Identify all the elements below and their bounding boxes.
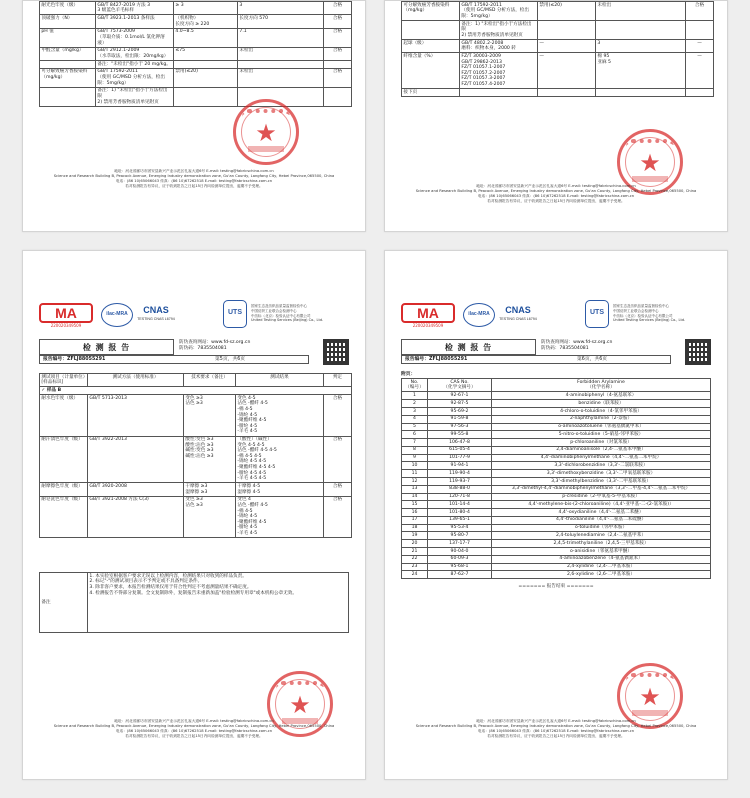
report-header — [401, 339, 711, 369]
cell-item — [40, 61, 96, 69]
cell-arylamine: 4,4'-diaminobiphenylmethane（4,4'-二氨基二苯甲烷） — [492, 454, 711, 462]
col-header-cas: CAS No. （化学文摘号） — [428, 379, 492, 392]
table-row — [402, 563, 711, 571]
table-row — [402, 524, 711, 532]
cell-item: 顶破强力（N） — [40, 15, 96, 28]
cell-no: 1 — [402, 392, 428, 400]
inspection-seal: ★ — [617, 129, 683, 195]
table-row — [402, 454, 711, 462]
cell-arylamine: 3,3'-dimethylbenzidine（3,3'-二甲基联苯胺） — [492, 477, 711, 485]
table-row — [402, 20, 714, 39]
cell-method: GB/T 2912.1-2009 （水萃取法，检出限：20mg/kg） — [96, 47, 174, 60]
cell-result: 变色 4 沾色 -醋纤 4-5 -棉 4-5 -锦纶 4-5 -聚酯纤维 4-5 -腈纶 4-5 -羊毛 4-5 — [236, 496, 324, 537]
table-row — [402, 493, 711, 501]
cell-item: 耐汗渍色牢度（级） — [40, 436, 88, 483]
cell-verdict: 合格 — [324, 395, 352, 436]
table-row — [40, 61, 352, 69]
cell-requirement — [174, 87, 238, 106]
cell-item: 耐摩擦色牢度（级） — [40, 483, 88, 496]
col-header-method: 测试方法（使用标准） — [88, 374, 184, 387]
footer-line: 若对检测报告有异议，应于收到报告之日起15日内向检测单位提出，逾期不予受理。 — [487, 199, 625, 203]
report-page-5 — [22, 250, 366, 780]
page-indicator: 第5页，共6页 — [215, 357, 246, 362]
table-row — [40, 15, 352, 28]
table-row — [402, 53, 714, 89]
verify-website[interactable]: www.fd-sz.org.cn — [211, 340, 251, 345]
page-indicator: 第6页，共6页 — [577, 357, 608, 362]
cell-requirement: 禁用(≤20) — [174, 68, 238, 87]
cell-item: pH 值 — [40, 28, 96, 47]
col-header-result: 测试结果 — [236, 374, 324, 387]
report-number-bar: 报告编号：ZFLJ88055291 第5页，共6页 — [39, 355, 309, 364]
report-page-6 — [384, 250, 728, 780]
cell-cas: 95-69-2 — [428, 407, 492, 415]
cnas-logo: CNAS TESTING CNAS L6794 — [499, 305, 537, 321]
cell-item: 耐水色牢度（级） — [40, 395, 88, 436]
anti-counterfeit-info: 防伪查询网站：www.fd-sz.org.cn 防伪码：7835504081 — [541, 340, 613, 351]
cell-arylamine: 4-chloro-o-toluidine（4-氯邻甲苯胺） — [492, 407, 711, 415]
table-row — [402, 509, 711, 517]
cell-arylamine: o-toluidine（邻甲苯胺） — [492, 524, 711, 532]
table-row — [402, 89, 714, 97]
table-row — [402, 477, 711, 485]
cell-no: 23 — [402, 563, 428, 571]
cell-verdict — [324, 87, 352, 106]
cell-item: 纤维含量（%） — [402, 53, 460, 89]
cell-requirement: ≤75 — [174, 47, 238, 60]
cell-no: 11 — [402, 470, 428, 478]
cell-no: 5 — [402, 423, 428, 431]
cell-method: FZ/T 30003-2009 GB/T 29862-2013 FZ/T 01057.1-2007 FZ/T 01057.2-2007 FZ/T 01057.3-2007 FZ/T 01057.4-2007 — [460, 53, 538, 89]
table-row — [40, 436, 352, 483]
cell-verdict: 合格 — [324, 28, 352, 47]
inspection-seal: ★ — [267, 671, 333, 737]
col-header-arylamine: Forbidden Arylamine （化学名称） — [492, 379, 711, 392]
cma-logo: MA 220020349509 — [39, 303, 93, 331]
cell-arylamine: 3,3'-dimethyl-4,4'-diaminobiphenylmethane（3,3'-二甲基-4,4'-二氨基二苯甲烷） — [492, 485, 711, 493]
cell-no: 18 — [402, 524, 428, 532]
cell-item: 可分解致癌芳香胺染料（mg/kg） — [40, 68, 96, 87]
cell-cas: 92-87-5 — [428, 400, 492, 408]
inspection-seal: ★ — [617, 663, 683, 729]
cell-result: 干摩擦 4-5 湿摩擦 4-5 — [236, 483, 324, 496]
cell-no: 6 — [402, 431, 428, 439]
remarks-label: 备注 — [40, 573, 88, 633]
table-row — [402, 392, 711, 400]
cell-no: 3 — [402, 407, 428, 415]
cell-method: GB/T 4802.2-2008 磨料：织物本身，2000 转 — [460, 39, 538, 52]
table-row — [402, 400, 711, 408]
cell-result — [596, 89, 686, 97]
remarks-table: 备注 1. 本实验室根据客户要求无误以上检测内容，检测结果只对收到的样品负责。 2. 标记"-"的测试项目表示不予判定或不具备判定条件。 3. 除非客户要求，本报告检测结果仅用于符合性判定不考虑测量结果不确定度。 4. 检测报告不得部分复制。全文复制除外，复制报告未重新加盖"检验检测专用章"或本机构公章无效。 — [39, 572, 349, 633]
qr-code[interactable] — [685, 339, 711, 365]
cell-method: 备注：1) "未检出"指小于方法检出限 2) 禁用芳香胺物质清单见附页 — [460, 20, 538, 39]
table-row — [402, 501, 711, 509]
cell-no: 22 — [402, 555, 428, 563]
table-row — [402, 431, 711, 439]
cell-arylamine: 4,4'-methylene-bis-(2-chloroaniline)（4,4'-亚甲基-二-(2-氯苯胺)） — [492, 501, 711, 509]
cell-cas: 90-04-0 — [428, 548, 492, 556]
cell-method — [460, 89, 538, 97]
qr-code[interactable] — [323, 339, 349, 365]
cell-requirement: （机织物） 长度方向 ≥ 220 — [174, 15, 238, 28]
cell-requirement: 变色 ≥3 沾色 ≥3 — [184, 496, 236, 537]
cell-result: 7.1 — [238, 28, 324, 47]
cell-verdict: 合格 — [324, 68, 352, 87]
table-row — [402, 548, 711, 556]
cell-item: 耐光色牢度（级） — [40, 2, 96, 15]
cell-cas: 838-88-0 — [428, 485, 492, 493]
accreditation-logos — [39, 299, 349, 333]
cell-no: 8 — [402, 446, 428, 454]
cell-result: （酸性）（碱性） 变色 4-5 4-5 沾色 -醋纤 4-5 4-5 -棉 4-5 4-5 -锦纶 4-5 4-5 -聚酯纤维 4-5 4-5 -腈纶 4-5 4-5 -羊毛 4-5 4-5 — [236, 436, 324, 483]
table-row — [402, 470, 711, 478]
table-row — [402, 516, 711, 524]
table-row — [402, 407, 711, 415]
report-end-marker: ======= 报告结束 ======= — [518, 584, 594, 590]
verify-website[interactable]: www.fd-sz.org.cn — [573, 340, 613, 345]
cell-arylamine: 3,3'-dimethoxybenzidine（3,3'-二甲氧基联苯胺） — [492, 470, 711, 478]
sample-row: ✓ 样品 B — [40, 387, 352, 395]
cell-arylamine: benzidine（联苯胺） — [492, 400, 711, 408]
cell-no: 14 — [402, 493, 428, 501]
cell-cas: 60-09-3 — [428, 555, 492, 563]
table-row — [40, 47, 352, 60]
cell-cas: 95-53-4 — [428, 524, 492, 532]
cell-result — [238, 61, 324, 69]
cell-arylamine: 4-aminoazobenzene（4-氨基偶氮苯） — [492, 555, 711, 563]
cell-result: 3 — [238, 2, 324, 15]
table-row — [402, 532, 711, 540]
cell-method: GB/T 17592-2011 （使用 GC/MSD 分析方法，检出限：5mg/kg） — [96, 68, 174, 87]
cell-requirement: — — [538, 53, 596, 89]
table-row — [40, 68, 352, 87]
cell-verdict: — — [686, 39, 714, 52]
cnas-logo: CNAS TESTING CNAS L6794 — [137, 305, 175, 321]
cell-verdict: 合格 — [324, 15, 352, 28]
report-title: 检 测 报 告 — [401, 339, 536, 355]
cell-cas: 119-93-7 — [428, 477, 492, 485]
cell-item — [402, 20, 460, 39]
cell-no: 9 — [402, 454, 428, 462]
attachment-label: 附页： — [401, 372, 416, 377]
cell-item: 可分解致癌芳香胺染料（mg/kg） — [402, 2, 460, 21]
table-row — [402, 423, 711, 431]
report-page-continued-left — [22, 0, 366, 232]
cell-item: 起球（级） — [402, 39, 460, 52]
footer-line: 地址：河北省廊坊市固安县新兴产业示范区孔雀大道6号 E-mail: testing@fabricschina.com.cn — [114, 169, 274, 173]
table-row — [402, 2, 714, 21]
footer-line: Science and Research Building B, Peacock Avenue, Emerging Industry demonstration zone, Gu'an County, Langfang City, Hebei Province,065500, China — [53, 174, 335, 178]
footer-line: 电话：(86 10)65066043 传真：(86 10)67262518 E-mail: testing@fabricschina.com.cn — [477, 194, 635, 198]
col-header-requirement: 技术要求（备注） — [184, 374, 236, 387]
cell-arylamine: 2,4-xylidine（2,4-二甲基苯胺） — [492, 563, 711, 571]
cell-arylamine: 5-nitro-o-toluidine（5-硝基-邻甲苯胺） — [492, 431, 711, 439]
test-results-table — [39, 1, 352, 107]
table-row — [402, 439, 711, 447]
cell-item — [40, 87, 96, 106]
table-row — [40, 87, 352, 106]
cell-verdict: — — [686, 53, 714, 89]
cma-logo: MA 220020349509 — [401, 303, 455, 331]
cell-no: 21 — [402, 548, 428, 556]
test-results-table — [39, 373, 352, 538]
cell-cas: 95-68-1 — [428, 563, 492, 571]
table-row — [402, 446, 711, 454]
cell-cas: 92-67-1 — [428, 392, 492, 400]
page-footer: 地址：河北省廊坊市固安县新兴产业示范区孔雀大道6号 E-mail: testing@fabricschina.com.cn Science and Research Building B, Peacock Avenue, Emerging Industry demonstration zone, Gu'an County, Langfang City, Hebei Province,065500, China 电话：(86 10)65066043 传真：(86 10)67262518 E-mail: testing@fabricschina.com.cn 若对检测报告有异议，应于收到报告之日起15日内向检测单位提出，逾期不予受理。 — [53, 719, 335, 738]
col-header-verdict: 判定 — [324, 374, 352, 387]
cell-requirement: ≥ 3 — [174, 2, 238, 15]
cell-no: 13 — [402, 485, 428, 493]
cell-method: GB/T 8427-2019 方法 3 3 级蓝色羊毛标样 — [96, 2, 174, 15]
table-row — [402, 39, 714, 52]
cell-result: 棉 95 亚麻 5 — [596, 53, 686, 89]
cell-arylamine: p-chloroaniline（对氯苯胺） — [492, 439, 711, 447]
cell-no: 17 — [402, 516, 428, 524]
footer-line: 若对检测报告有异议，应于收到报告之日起15日内向检测单位提出，逾期不予受理。 — [125, 184, 263, 188]
cell-method: GB/T 3922-2013 — [88, 436, 184, 483]
cell-cas: 99-55-8 — [428, 431, 492, 439]
cell-arylamine: 2,4,5-trimethylaniline（2,4,5-三甲基苯胺） — [492, 540, 711, 548]
cell-requirement: 变色 ≥3 沾色 ≥3 — [184, 395, 236, 436]
uts-logo: UTS — [223, 300, 247, 328]
cell-item: 耐皂洗色牢度（级） — [40, 496, 88, 537]
cell-no: 20 — [402, 540, 428, 548]
col-header-no: No. （编号） — [402, 379, 428, 392]
cell-cas: 97-56-3 — [428, 423, 492, 431]
uts-logo: UTS — [585, 300, 609, 328]
table-row — [402, 462, 711, 470]
cell-no: 10 — [402, 462, 428, 470]
cell-method: GB/T 7573-2009 （萃取介质：0.1mol/L 氯化钾溶液） — [96, 28, 174, 47]
company-name: 国家生态及纺织品质量监督检验中心 中国纺织工业联合会检测中心 中纺标（北京）检验认证中心有限公司 United Testing Services (Beijing) Co., Ltd. — [613, 304, 686, 323]
report-page-continued-right — [384, 0, 728, 232]
table-row — [402, 485, 711, 493]
cell-method: 备注：1) "未检出"指小于方法检出限 2) 禁用芳香胺物质清单见附页 — [96, 87, 174, 106]
cell-method: GB/T 17592-2011 （使用 GC/MSD 分析方法，检出限：5mg/kg） — [460, 2, 538, 21]
table-row — [40, 483, 352, 496]
cell-arylamine: 4,4'-thiodianiline（4,4'-二氨基二苯硫醚） — [492, 516, 711, 524]
report-title: 检 测 报 告 — [39, 339, 174, 355]
cell-method: GB/T 3920-2008 — [88, 483, 184, 496]
cell-verdict: 合格 — [324, 436, 352, 483]
table-row — [402, 571, 711, 579]
page-footer: 地址：河北省廊坊市固安县新兴产业示范区孔雀大道6号 E-mail: testing@fabricschina.com.cn Science and Research Building B, Peacock Avenue, Emerging Industry demonstration zone, Gu'an County, Langfang City, Hebei Province,065500, China 电话：(86 10)65066043 传真：(86 10)67262518 E-mail: testing@fabricschina.com.cn 若对检测报告有异议，应于收到报告之日起15日内向检测单位提出，逾期不予受理。 — [415, 719, 697, 738]
cell-no: 15 — [402, 501, 428, 509]
cell-arylamine: 3,3'-dichlorobenzidine（3,3'-二氯联苯胺） — [492, 462, 711, 470]
cell-method: GB/T 5713-2013 — [88, 395, 184, 436]
cell-requirement: 禁用(≤20) — [538, 2, 596, 21]
table-row — [402, 555, 711, 563]
cell-requirement: — — [538, 39, 596, 52]
cell-no: 16 — [402, 509, 428, 517]
cell-item: 甲醛含量（mg/kg） — [40, 47, 96, 60]
cell-cas: 120-71-8 — [428, 493, 492, 501]
company-name: 国家生态及纺织品质量监督检验中心 中国纺织工业联合会检测中心 中纺标（北京）检验认证中心有限公司 United Testing Services (Beijing) Co., Ltd. — [251, 304, 324, 323]
footer-line: 地址：河北省廊坊市固安县新兴产业示范区孔雀大道6号 E-mail: testing@fabricschina.com.cn — [476, 184, 636, 188]
cell-cas: 91-59-8 — [428, 415, 492, 423]
cell-result: 长度方向 570 — [238, 15, 324, 28]
cell-cas: 119-90-4 — [428, 470, 492, 478]
anti-counterfeit-info: 防伪查询网站：www.fd-sz.org.cn 防伪码：7835504081 — [179, 340, 251, 351]
ilac-mra-logo: ilac-MRA — [463, 303, 495, 327]
cell-method: GB/T 3921-2008 方法 C(3) — [88, 496, 184, 537]
footer-line: Science and Research Building B, Peacock Avenue, Emerging Industry demonstration zone, Gu'an County, Langfang City, Hebei Province,065500, China — [415, 189, 697, 193]
table-row — [40, 395, 352, 436]
cell-verdict: 合格 — [324, 47, 352, 60]
table-row — [40, 2, 352, 15]
table-row — [402, 415, 711, 423]
cell-result: 未检出 — [596, 2, 686, 21]
cell-verdict: 合格 — [324, 496, 352, 537]
cell-method: 备注："未检出"指小于 20 mg/kg。 — [96, 61, 174, 69]
cell-cas: 139-65-1 — [428, 516, 492, 524]
cell-cas: 87-62-7 — [428, 571, 492, 579]
page-footer — [401, 184, 711, 204]
cell-requirement — [174, 61, 238, 69]
cell-no: 24 — [402, 571, 428, 579]
cell-requirement: 干摩擦 ≥3 湿摩擦 ≥3 — [184, 483, 236, 496]
cell-no: 19 — [402, 532, 428, 540]
cell-cas: 615-05-4 — [428, 446, 492, 454]
cell-arylamine: o-anisidine（邻氨基苯甲醚） — [492, 548, 711, 556]
cell-method: GB/T 3923.1-2013 条样法 — [96, 15, 174, 28]
cell-arylamine: 2,6-xylidine（2,6-二甲基苯胺） — [492, 571, 711, 579]
table-row — [402, 540, 711, 548]
col-header-item: 测试项目（计量单位）[样品标识] — [40, 374, 88, 387]
report-number-bar: 报告编号：ZFLJ88055291 第6页，共6页 — [401, 355, 671, 364]
cell-requirement: 4.0~8.5 — [174, 28, 238, 47]
cell-no: 7 — [402, 439, 428, 447]
cell-arylamine: 4-aminobiphenyl（4-氨基联苯） — [492, 392, 711, 400]
cell-arylamine: p-cresidine（2-甲氧基-5-甲基苯胺） — [492, 493, 711, 501]
cell-result: 未检出 — [238, 68, 324, 87]
cell-cas: 101-77-9 — [428, 454, 492, 462]
cell-arylamine: 2-naphthylamine（2-萘胺） — [492, 415, 711, 423]
cell-no: 2 — [402, 400, 428, 408]
cell-arylamine: 2,4-diaminoanisole（2,4-二氨基苯甲醚） — [492, 446, 711, 454]
footer-line: 电话：(86 10)65066043 传真：(86 10)67262518 E-mail: testing@fabricschina.com.cn — [115, 179, 273, 183]
cell-verdict — [324, 61, 352, 69]
report-header — [39, 339, 349, 369]
cell-item: 接下页 — [402, 89, 460, 97]
inspection-seal: ★ — [233, 99, 299, 165]
cell-cas: 101-80-4 — [428, 509, 492, 517]
cell-arylamine: 4,4'-oxydianiline（4,4'-二氨基二苯醚） — [492, 509, 711, 517]
cell-verdict: 合格 — [686, 2, 714, 21]
cell-cas: 101-14-4 — [428, 501, 492, 509]
accreditation-logos — [401, 299, 711, 333]
table-row — [40, 496, 352, 537]
cell-requirement — [538, 89, 596, 97]
page-footer — [39, 169, 349, 189]
cell-arylamine: 2,4-toluylenediamine（2,4-二氨基甲苯） — [492, 532, 711, 540]
cell-arylamine: o-aminoazotoluene（邻氨基偶氮甲苯） — [492, 423, 711, 431]
cell-no: 4 — [402, 415, 428, 423]
cell-result: 3 — [596, 39, 686, 52]
cell-cas: 137-17-7 — [428, 540, 492, 548]
cell-result — [596, 20, 686, 39]
cell-cas: 106-47-8 — [428, 439, 492, 447]
cell-requirement — [538, 20, 596, 39]
arylamine-table — [401, 378, 711, 579]
cell-requirement: 酸性:变色 ≥3 酸性:沾色 ≥3 碱性:变色 ≥3 碱性:沾色 ≥3 — [184, 436, 236, 483]
table-row — [40, 28, 352, 47]
cell-result: 未检出 — [238, 47, 324, 60]
cell-no: 12 — [402, 477, 428, 485]
cell-cas: 91-94-1 — [428, 462, 492, 470]
cell-result: 变色 4-5 沾色 -醋纤 4-5 -棉 4-5 -锦纶 4-5 -聚酯纤维 4-5 -腈纶 4-5 -羊毛 4-5 — [236, 395, 324, 436]
cell-verdict: 合格 — [324, 2, 352, 15]
test-results-table — [401, 1, 714, 97]
cell-verdict: 合格 — [324, 483, 352, 496]
cell-cas: 95-80-7 — [428, 532, 492, 540]
cell-verdict — [686, 89, 714, 97]
ilac-mra-logo: ilac-MRA — [101, 303, 133, 327]
cell-verdict — [686, 20, 714, 39]
